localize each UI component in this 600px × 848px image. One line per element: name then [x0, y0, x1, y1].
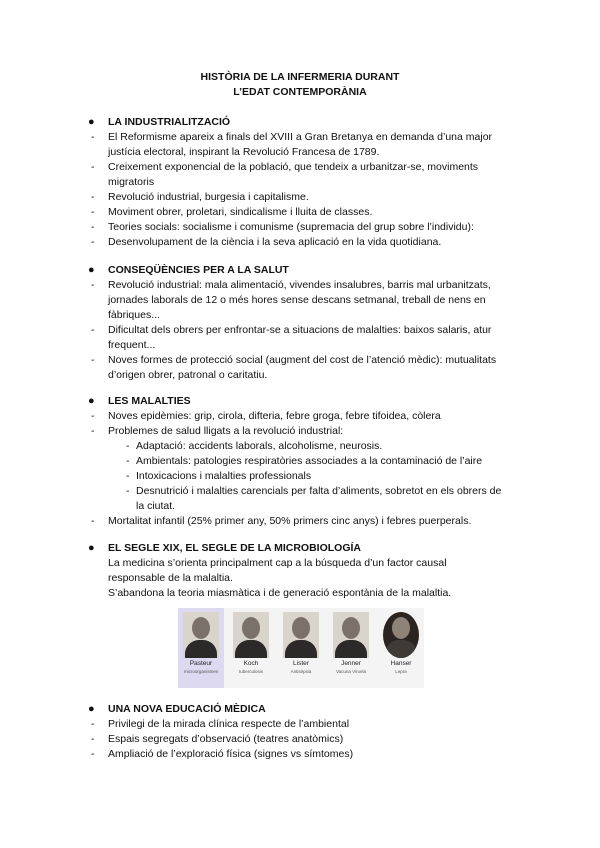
dash-icon: - [91, 718, 95, 730]
dash-icon: - [126, 470, 130, 482]
list-item: - Dificultat dels obrers per enfrontar-se a situacions de malalties: baixos salaris, atur frequent... [91, 324, 492, 351]
section-heading: ● UNA NOVA EDUCACIÓ MÈDICA [88, 703, 266, 715]
section-educacio [88, 702, 528, 762]
portrait-pasteur [178, 608, 224, 688]
list-item: - Privilegi de la mirada clínica respecte de l’ambiental [91, 718, 350, 730]
list-item: - Noves formes de protecció social (augment del cost de l’atenció mèdic): mutualitats d’origen obrer, patronal o caritatiu. [91, 354, 497, 381]
document-title [0, 70, 600, 100]
portrait-koch [228, 608, 274, 688]
sub-list-item: - Adaptació: accidents laborals, alcoholisme, neurosis. [126, 440, 383, 452]
section-consequencies [88, 263, 528, 383]
list-item: - Revolució industrial, burgesia i capitalisme. [91, 191, 309, 203]
sub-list-item: - Intoxicacions i malalties professionals [126, 470, 312, 482]
portrait-name: Lister [293, 660, 309, 667]
section-heading: ● CONSEQÜÈNCIES PER A LA SALUT [88, 264, 289, 276]
portrait-name: Koch [243, 660, 259, 667]
list-item: - Problemes de salud lligats a la revolució industrial: [91, 425, 344, 437]
list-item: - Ampliació de l’exploració física (signes vs símtomes) [91, 748, 354, 760]
paragraph-line: S’abandona la teoria miasmàtica i de generació espontània de la malaltia. [108, 587, 452, 599]
list-item: - Moviment obrer, proletari, sindicalisme i lluita de classes. [91, 206, 373, 218]
section-microbiologia [88, 541, 528, 601]
section-heading: ● EL SEGLE XIX, EL SEGLE DE LA MICROBIOLOGÍA [88, 542, 362, 554]
dash-icon: - [91, 131, 95, 143]
list-item: - Mortalitat infantil (25% primer any, 50% primers cinc anys) i febres puerperals. [91, 515, 472, 527]
dash-icon: - [126, 455, 130, 467]
paragraph-line: La medicina s’orienta principalment cap a la búsqueda d’un factor causal [108, 557, 447, 569]
portrait-jenner [328, 608, 374, 688]
scientists-portraits-figure [178, 608, 424, 688]
dash-icon: - [91, 191, 95, 203]
portrait-image [233, 612, 269, 658]
dash-icon: - [91, 733, 95, 745]
bullet-icon: ● [88, 116, 95, 128]
portrait-name: Jenner [341, 660, 361, 667]
list-item: - Desenvolupament de la ciència i la seva aplicació en la vida quotidiana. [91, 236, 442, 248]
dash-icon: - [91, 354, 95, 366]
dash-icon: - [91, 324, 95, 336]
portrait-caption: microorganismes [183, 669, 219, 674]
section-heading: ● LA INDUSTRIALITZACIÓ [88, 116, 231, 128]
bullet-icon: ● [88, 395, 95, 407]
portrait-image [283, 612, 319, 658]
list-item: - El Reformisme apareix a finals del XVIII a Gran Bretanya en demanda d’una major justícia electoral, inspirant la Revolució Francesa de 1789. [91, 131, 493, 158]
title-line-2: L’EDAT CONTEMPORÀNIA [233, 86, 367, 98]
portrait-caption: Vacuna Viruela [335, 669, 367, 674]
portrait-image [333, 612, 369, 658]
portrait-caption: Antisèpsia [290, 669, 312, 674]
dash-icon: - [91, 206, 95, 218]
dash-icon: - [91, 748, 95, 760]
bullet-icon: ● [88, 264, 95, 276]
portrait-caption: Lepra [395, 669, 407, 674]
portrait-name: Hanser [390, 660, 412, 667]
dash-icon: - [91, 221, 95, 233]
portrait-name: Pasteur [189, 660, 213, 667]
dash-icon: - [91, 410, 95, 422]
portrait-lister [278, 608, 324, 688]
sub-list-item: - Desnutrició i malalties carencials per falta d’aliments, sobretot en els obrers de la ciutat. [126, 485, 502, 512]
list-item: - Teories socials: socialisme i comunisme (supremacia del grup sobre l’individu): [91, 221, 474, 233]
dash-icon: - [126, 485, 130, 497]
list-item: - Noves epidèmies: grip, cirola, difteria, febre groga, febre tifoidea, còlera [91, 410, 441, 422]
portrait-image [183, 612, 219, 658]
paragraph-line: responsable de la malaltia. [108, 572, 233, 584]
portrait-caption: tuberculosis [238, 669, 263, 674]
dash-icon: - [91, 515, 95, 527]
sub-list-item: - Ambientals: patologies respiratòries associades a la contaminació de l’aire [126, 455, 483, 467]
section-industrialitzacio [88, 115, 528, 250]
bullet-icon: ● [88, 542, 95, 554]
dash-icon: - [91, 425, 95, 437]
portrait-hanser [378, 608, 424, 688]
portrait-image [383, 612, 419, 658]
dash-icon: - [91, 236, 95, 248]
list-item: - Revolució industrial: mala alimentació, vivendes insalubres, barris mal urbanitzats, jornades laborals de 12 o més hores sense descans setmanal, treball de nens en fàbriques... [91, 279, 491, 321]
dash-icon: - [91, 279, 95, 291]
list-item: - Creixement exponencial de la població, que tendeix a urbanitzar-se, moviments migratoris [91, 161, 479, 188]
section-heading: ● LES MALALTIES [88, 395, 191, 407]
dash-icon: - [126, 440, 130, 452]
bullet-icon: ● [88, 703, 95, 715]
dash-icon: - [91, 161, 95, 173]
section-malalties [88, 394, 528, 529]
list-item: - Espais segregats d’observació (teatres anatòmics) [91, 733, 344, 745]
title-line-1: HISTÒRIA DE LA INFERMERIA DURANT [200, 71, 400, 83]
